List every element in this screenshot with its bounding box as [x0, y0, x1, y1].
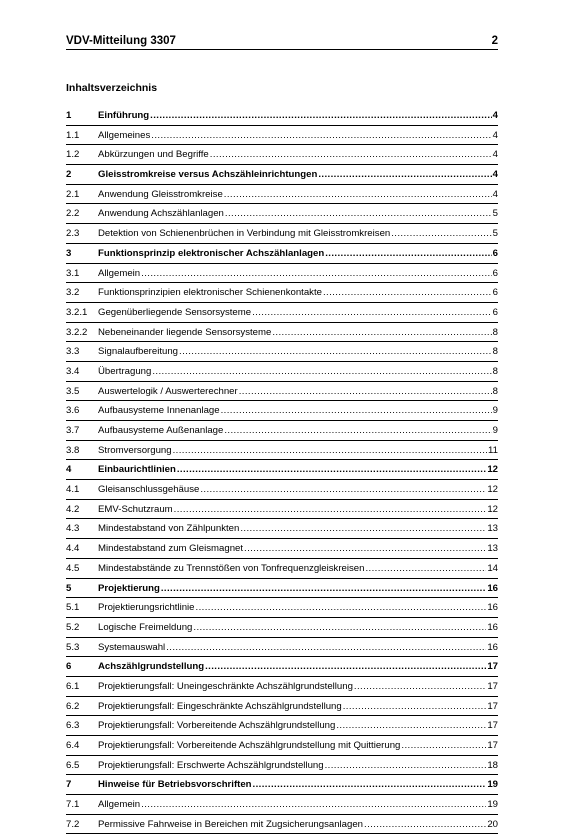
toc-entry[interactable] [66, 480, 498, 500]
toc-dot-leader [225, 208, 492, 219]
toc-entry-line [98, 681, 498, 692]
toc-entry-number: 2.3 [66, 228, 80, 240]
toc-dot-leader [336, 720, 486, 731]
toc-entry-number: 1.2 [66, 149, 80, 161]
toc-entry-label: Aufbausysteme Innenanlage [98, 405, 220, 417]
toc-entry[interactable] [66, 500, 498, 520]
toc-dot-leader [196, 602, 487, 613]
toc-entry-page: 8 [492, 365, 498, 377]
toc-entry-label: Projektierungsfall: Vorbereitende Achszählgrundstellung mit Quittierung [98, 740, 401, 751]
toc-entry-label: Einbaurichtlinien [98, 464, 176, 476]
toc-entry[interactable] [66, 598, 498, 618]
toc-entry-label: Anwendung Achszählanlagen [98, 208, 224, 220]
toc-entry[interactable] [66, 579, 498, 599]
toc-entry-line [98, 583, 498, 594]
toc-entry-number: 7.1 [66, 799, 80, 811]
toc-entry-line [98, 799, 498, 810]
toc-entry-line [98, 169, 498, 180]
toc-entry-line [98, 622, 498, 633]
toc-dot-leader [239, 386, 492, 397]
toc-dot-leader [151, 130, 491, 141]
toc-entry-line [98, 819, 498, 830]
toc-entry-number: 3.6 [66, 405, 80, 417]
toc-entry-number: 1 [66, 110, 72, 121]
toc-entry[interactable] [66, 716, 498, 736]
toc-entry-page: 4 [492, 110, 498, 121]
toc-entry[interactable] [66, 106, 498, 126]
toc-entry[interactable] [66, 815, 498, 834]
toc-entry-number: 2.1 [66, 188, 80, 200]
toc-entry-number: 4 [66, 464, 72, 476]
toc-entry[interactable] [66, 244, 498, 264]
toc-entry-line [98, 307, 498, 318]
toc-entry-label: Mindestabstand von Zählpunkten [98, 523, 240, 535]
toc-dot-leader [173, 445, 487, 456]
toc-dot-leader [152, 366, 491, 377]
toc-entry-number: 3.2.2 [66, 326, 88, 338]
toc-entry[interactable] [66, 382, 498, 402]
toc-entry-line [98, 287, 498, 298]
toc-entry[interactable] [66, 756, 498, 776]
toc-entry[interactable] [66, 559, 498, 579]
toc-dot-leader [244, 543, 486, 554]
toc-entry-label: Allgemeines [98, 129, 151, 141]
toc-dot-leader [200, 484, 486, 495]
toc-dot-leader [364, 819, 486, 830]
toc-entry[interactable] [66, 362, 498, 382]
toc-entry-page: 14 [487, 562, 498, 574]
table-of-contents [66, 106, 498, 834]
toc-entry[interactable] [66, 264, 498, 284]
toc-entry-line [98, 484, 498, 495]
toc-dot-leader [141, 799, 486, 810]
toc-entry-line [98, 523, 498, 534]
toc-entry-page: 16 [487, 621, 498, 633]
toc-entry-label: Funktionsprinzipien elektronischer Schienenkontakte [98, 287, 322, 299]
toc-entry-page: 17 [487, 700, 498, 712]
toc-entry-page: 6 [492, 267, 498, 279]
toc-entry-page: 19 [487, 779, 498, 791]
toc-entry[interactable] [66, 460, 498, 480]
toc-entry-label: Projektierungsfall: Uneingeschränkte Achszählgrundstellung [98, 680, 353, 692]
toc-entry-page: 11 [488, 444, 498, 456]
toc-entry-page: 16 [487, 582, 498, 594]
toc-entry-line [98, 425, 498, 436]
toc-entry-page: 5 [492, 228, 498, 240]
toc-entry-number: 4.3 [66, 523, 80, 535]
toc-entry-line [98, 228, 498, 239]
toc-entry-number: 3.2.1 [66, 306, 88, 318]
toc-entry-label: Detektion von Schienenbrüchen in Verbindung mit Gleisstromkreisen [98, 228, 391, 240]
toc-entry-page: 6 [492, 306, 498, 318]
toc-entry-number: 1.1 [66, 129, 80, 141]
toc-entry[interactable] [66, 775, 498, 795]
toc-entry-number: 3.4 [66, 365, 80, 377]
toc-entry[interactable] [66, 185, 498, 205]
toc-entry-label: Gleisanschlussgehäuse [98, 484, 200, 496]
toc-entry-line [98, 248, 498, 259]
toc-entry-line [98, 366, 498, 377]
toc-entry-number: 4.2 [66, 503, 80, 515]
toc-entry-number: 5.1 [66, 602, 80, 614]
toc-entry-line [98, 779, 498, 790]
toc-entry-line [98, 504, 498, 515]
toc-entry-line [98, 602, 498, 613]
toc-entry-label: Abkürzungen und Begriffe [98, 149, 209, 161]
toc-entry-number: 6.2 [66, 700, 80, 712]
toc-entry-number: 6.5 [66, 759, 80, 771]
toc-entry[interactable] [66, 342, 498, 362]
toc-heading: Inhaltsverzeichnis [66, 82, 158, 94]
toc-dot-leader [150, 110, 492, 121]
toc-dot-leader [252, 307, 492, 318]
toc-entry-page: 8 [492, 346, 498, 358]
toc-entry-number: 5.2 [66, 621, 80, 633]
toc-entry[interactable] [66, 795, 498, 815]
toc-entry-line [98, 327, 498, 338]
toc-entry[interactable] [66, 421, 498, 441]
toc-entry-label: Allgemein [98, 267, 141, 279]
toc-entry-label: Projektierungsfall: Vorbereitende Achszählgrundstellung [98, 720, 336, 732]
toc-entry-line [98, 760, 498, 771]
toc-dot-leader [210, 149, 492, 160]
toc-entry-page: 16 [487, 602, 498, 614]
toc-dot-leader [141, 268, 492, 279]
toc-dot-leader [179, 346, 492, 357]
toc-entry[interactable] [66, 638, 498, 658]
toc-entry-line [98, 110, 498, 121]
toc-entry-page: 16 [487, 641, 498, 653]
toc-dot-leader [161, 583, 486, 594]
toc-dot-leader [325, 760, 487, 771]
toc-dot-leader [391, 228, 491, 239]
toc-entry-number: 3.8 [66, 444, 80, 456]
toc-entry-page: 12 [487, 484, 498, 496]
toc-entry-line [98, 405, 498, 416]
toc-entry-page: 9 [492, 425, 498, 436]
toc-entry-page: 13 [487, 523, 498, 535]
toc-entry-label: Stromversorgung [98, 444, 172, 456]
toc-entry-number: 6.1 [66, 680, 80, 692]
toc-entry-label: Projektierung [98, 582, 160, 594]
toc-dot-leader [318, 169, 491, 180]
toc-entry-label: Mindestabstand zum Gleismagnet [98, 543, 244, 555]
toc-entry-line [98, 543, 498, 554]
toc-entry-line [98, 720, 498, 731]
toc-dot-leader [323, 287, 492, 298]
toc-entry[interactable] [66, 736, 498, 756]
toc-entry-label: Auswertelogik / Auswerterechner [98, 385, 238, 397]
toc-entry-page: 18 [487, 759, 498, 771]
toc-entry-page: 5 [492, 208, 498, 220]
toc-entry-line [98, 563, 498, 574]
toc-entry-number: 7.2 [66, 818, 80, 830]
toc-entry[interactable] [66, 303, 498, 323]
toc-dot-leader [354, 681, 486, 692]
toc-entry[interactable] [66, 657, 498, 677]
toc-entry-line [98, 268, 498, 279]
toc-dot-leader [343, 701, 487, 712]
toc-entry-page: 4 [492, 129, 498, 141]
toc-entry[interactable] [66, 441, 498, 461]
toc-dot-leader [174, 504, 487, 515]
toc-entry[interactable] [66, 323, 498, 343]
toc-entry[interactable] [66, 224, 498, 244]
toc-entry-page: 13 [487, 543, 498, 555]
toc-entry-line [98, 740, 498, 751]
toc-entry-label: Achszählgrundstellung [98, 661, 205, 673]
toc-entry-number: 2 [66, 169, 72, 181]
toc-entry-line [98, 149, 498, 160]
toc-entry-number: 3.7 [66, 425, 80, 436]
toc-entry[interactable] [66, 165, 498, 185]
toc-entry-line [98, 445, 498, 456]
toc-entry-number: 6.3 [66, 720, 80, 732]
toc-entry-page: 4 [492, 149, 498, 161]
toc-entry-number: 7 [66, 779, 72, 791]
toc-dot-leader [224, 425, 491, 436]
toc-entry-line [98, 189, 498, 200]
toc-entry-number: 6.4 [66, 740, 80, 751]
toc-entry-page: 20 [487, 818, 498, 830]
toc-entry-page: 17 [487, 661, 498, 673]
toc-entry-label: Übertragung [98, 365, 152, 377]
toc-entry-label: Projektierungsrichtlinie [98, 602, 195, 614]
toc-entry-line [98, 208, 498, 219]
toc-entry-label: Allgemein [98, 799, 141, 811]
toc-entry-label: Signalaufbereitung [98, 346, 179, 358]
toc-entry-line [98, 701, 498, 712]
toc-entry-page: 17 [487, 680, 498, 692]
toc-entry-page: 8 [492, 385, 498, 397]
toc-entry-line [98, 386, 498, 397]
toc-entry-page: 9 [492, 405, 498, 417]
toc-dot-leader [401, 740, 486, 751]
toc-entry-label: Projektierungsfall: Erschwerte Achszählgrundstellung [98, 759, 324, 771]
toc-entry-label: Permissive Fahrweise in Bereichen mit Zugsicherungsanlagen [98, 818, 364, 830]
toc-entry-number: 3 [66, 247, 72, 259]
toc-entry-number: 3.3 [66, 346, 80, 358]
toc-entry-page: 6 [492, 287, 498, 299]
toc-entry-page: 4 [492, 169, 498, 181]
toc-entry-number: 3.1 [66, 267, 80, 279]
toc-entry-line [98, 130, 498, 141]
toc-entry-number: 4.5 [66, 562, 80, 574]
toc-entry-page: 8 [492, 326, 498, 338]
toc-entry-label: Systemauswahl [98, 641, 166, 653]
toc-entry-label: Logische Freimeldung [98, 621, 193, 633]
toc-entry[interactable] [66, 145, 498, 165]
toc-entry-line [98, 642, 498, 653]
toc-entry-number: 4.1 [66, 484, 80, 496]
toc-entry-label: Gleisstromkreise versus Achszähleinrichtungen [98, 169, 318, 181]
toc-dot-leader [177, 464, 487, 475]
toc-entry[interactable] [66, 539, 498, 559]
toc-dot-leader [365, 563, 486, 574]
document-title: VDV-Mitteilung 3307 [66, 35, 176, 47]
toc-dot-leader [224, 189, 492, 200]
toc-entry-page: 12 [487, 503, 498, 515]
toc-entry-number: 4.4 [66, 543, 80, 555]
toc-entry-page: 17 [487, 740, 498, 751]
toc-entry-number: 5 [66, 582, 72, 594]
toc-entry[interactable] [66, 126, 498, 146]
toc-entry-line [98, 661, 498, 672]
toc-entry[interactable] [66, 519, 498, 539]
toc-entry-number: 5.3 [66, 641, 80, 653]
toc-dot-leader [240, 523, 486, 534]
toc-dot-leader [272, 327, 491, 338]
toc-dot-leader [193, 622, 486, 633]
toc-entry-label: Projektierungsfall: Eingeschränkte Achszählgrundstellung [98, 700, 342, 712]
toc-entry-label: EMV-Schutzraum [98, 503, 173, 515]
toc-entry-label: Aufbausysteme Außenanlage [98, 425, 224, 436]
toc-entry-line [98, 464, 498, 475]
toc-entry-label: Mindestabstände zu Trennstößen von Tonfrequenzgleiskreisen [98, 562, 365, 574]
toc-entry-number: 6 [66, 661, 72, 673]
toc-entry-label: Anwendung Gleisstromkreise [98, 188, 223, 200]
toc-entry-page: 12 [487, 464, 498, 476]
toc-entry[interactable] [66, 283, 498, 303]
toc-entry-page: 6 [492, 247, 498, 259]
toc-entry-label: Gegenüberliegende Sensorsysteme [98, 306, 252, 318]
toc-entry-number: 3.5 [66, 385, 80, 397]
page-number: 2 [491, 35, 498, 47]
toc-entry[interactable] [66, 677, 498, 697]
toc-entry-page: 4 [492, 188, 498, 200]
toc-entry-label: Nebeneinander liegende Sensorsysteme [98, 326, 272, 338]
toc-entry-label: Einführung [98, 110, 150, 121]
toc-entry-page: 17 [487, 720, 498, 732]
toc-entry-line [98, 346, 498, 357]
toc-dot-leader [166, 642, 486, 653]
toc-dot-leader [205, 661, 486, 672]
toc-dot-leader [253, 779, 487, 790]
toc-dot-leader [221, 405, 492, 416]
toc-entry-page: 19 [487, 799, 498, 811]
toc-entry[interactable] [66, 204, 498, 224]
toc-entry-number: 3.2 [66, 287, 80, 299]
toc-dot-leader [325, 248, 491, 259]
page-header [66, 35, 498, 50]
toc-entry[interactable] [66, 401, 498, 421]
toc-entry-number: 2.2 [66, 208, 80, 220]
toc-entry-label: Hinweise für Betriebsvorschriften [98, 779, 252, 791]
toc-entry-label: Funktionsprinzip elektronischer Achszählanlagen [98, 247, 325, 259]
toc-entry[interactable] [66, 697, 498, 717]
toc-entry[interactable] [66, 618, 498, 638]
